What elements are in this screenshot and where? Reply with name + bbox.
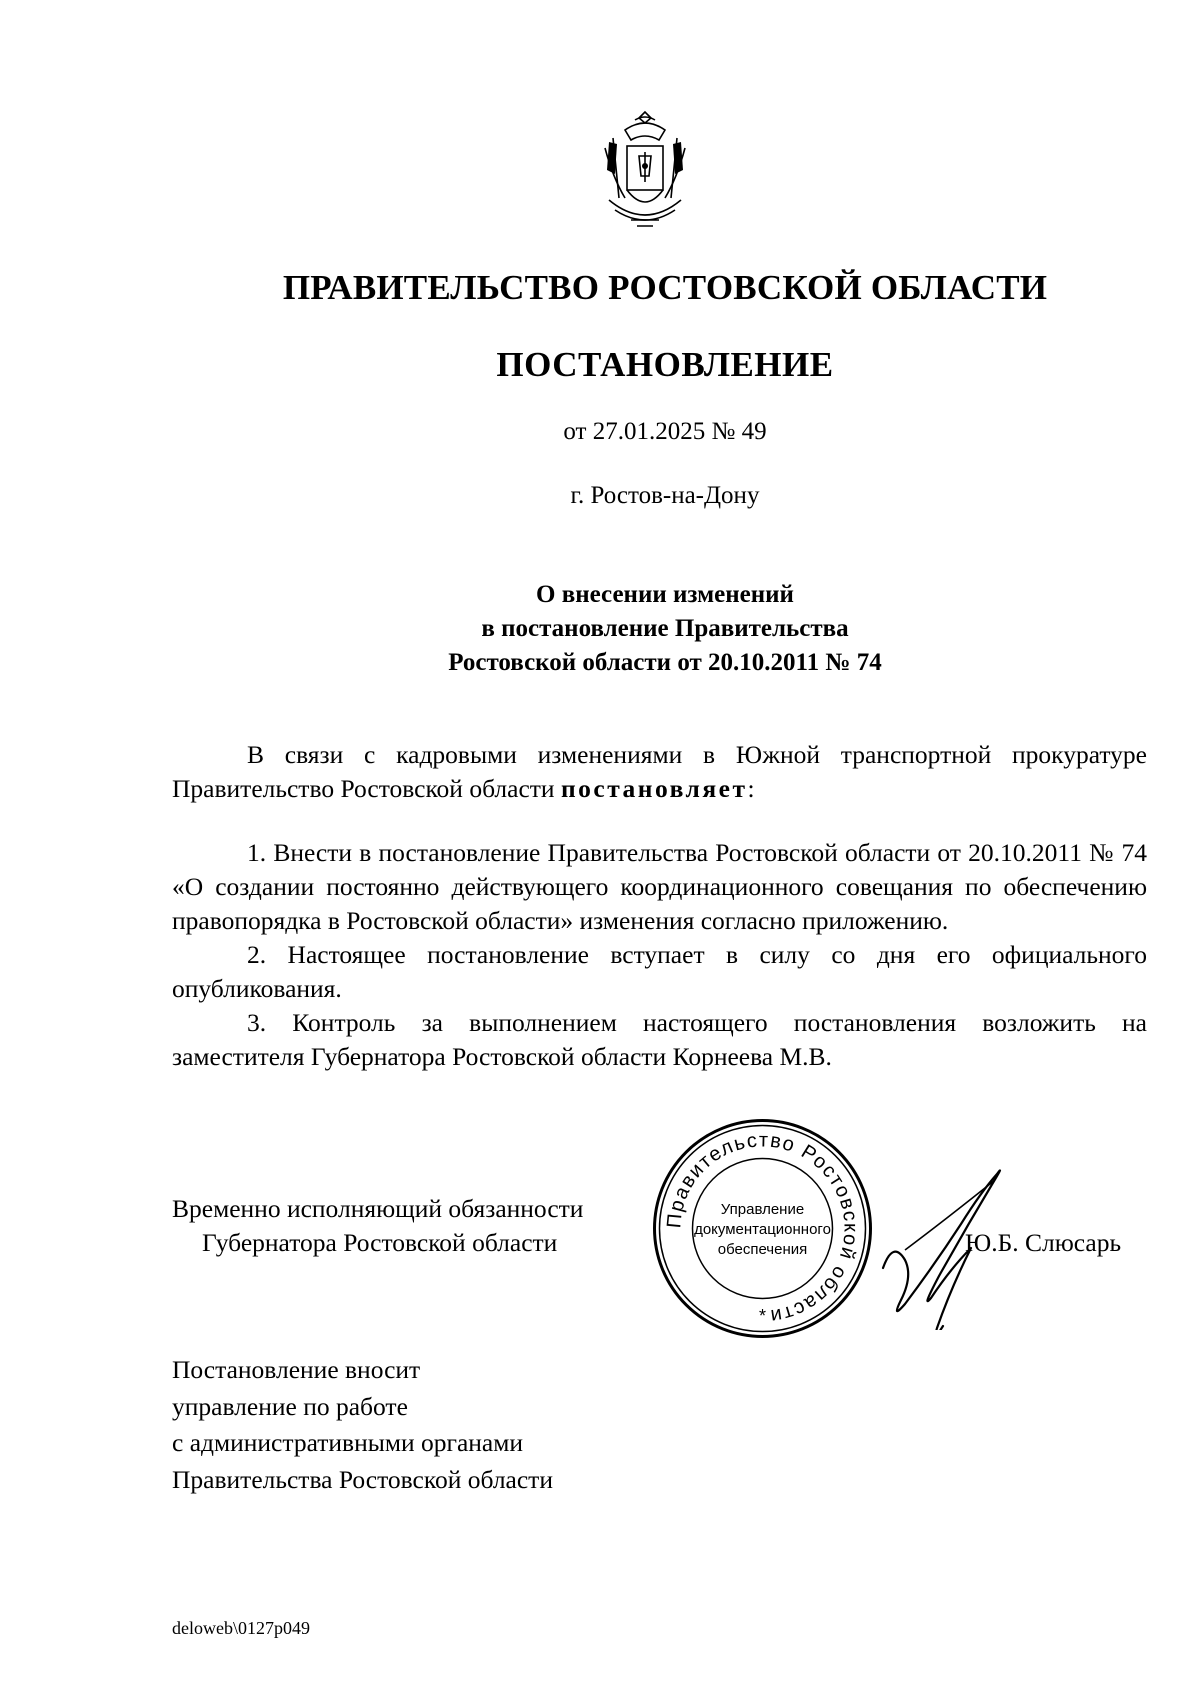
document-type: ПОСТАНОВЛЕНИЕ (496, 345, 834, 384)
intro-keyword: постановляет (560, 774, 748, 803)
seal-ring-text: Правительство Ростовской области (663, 1129, 862, 1328)
signatory-position (172, 1192, 583, 1260)
footer-document-id: deloweb\0127p049 (172, 1618, 310, 1638)
seal-center-line: Управление (720, 1201, 805, 1218)
resolution-item: 3. Контроль за выполнением настоящего постановления возложить на заместителя Губернатора Ростовской области Корнеева М.В. (172, 1008, 1147, 1071)
introducer-line: с административными органами (172, 1428, 524, 1457)
signatory-name: Ю.Б. Слюсарь (965, 1228, 1122, 1257)
introducer-line: Правительства Ростовской области (172, 1464, 553, 1494)
subject-line: в постановление Правительства (481, 615, 849, 642)
introducer-block (172, 1352, 553, 1498)
intro-tail: : (747, 774, 755, 803)
document-date-number: от 27.01.2025 № 49 (563, 418, 767, 445)
seal-star: * (758, 1306, 767, 1326)
subject-line: Ростовской области от 20.10.2011 № 74 (448, 649, 882, 676)
seal-center-line: документационного (694, 1221, 831, 1238)
introducer-line: Постановление вносит (172, 1355, 421, 1384)
official-seal (650, 1116, 875, 1341)
intro-paragraph (172, 738, 1147, 806)
introducer-line: управление по работе (172, 1391, 408, 1421)
seal-center-line: обеспечения (717, 1241, 808, 1258)
document-city: г. Ростов-на-Дону (570, 482, 760, 509)
resolution-item: 2. Настоящее постановление вступает в силу со дня его официального опубликования. (172, 940, 1147, 1003)
rostov-oblast-coat-of-arms-icon (595, 108, 695, 242)
subject-line: О внесении изменений (536, 581, 794, 608)
organization-title: ПРАВИТЕЛЬСТВО РОСТОВСКОЙ ОБЛАСТИ (282, 268, 1048, 307)
document-subject (0, 578, 1200, 680)
resolution-items (172, 836, 1147, 1074)
position-line: Губернатора Ростовской области (202, 1228, 558, 1257)
intro-text: В связи с кадровыми изменениями в Южной транспортной прокуратуре Правительство Ростовской области (172, 740, 1147, 803)
position-line: Временно исполняющий обязанности (172, 1194, 584, 1223)
resolution-item: 1. Внести в постановление Правительства Ростовской области от 20.10.2011 № 74 «О создании постоянно действующего координационного совещания по обеспечению правопорядка в Ростовской области» изменения согласно приложению. (172, 838, 1147, 935)
